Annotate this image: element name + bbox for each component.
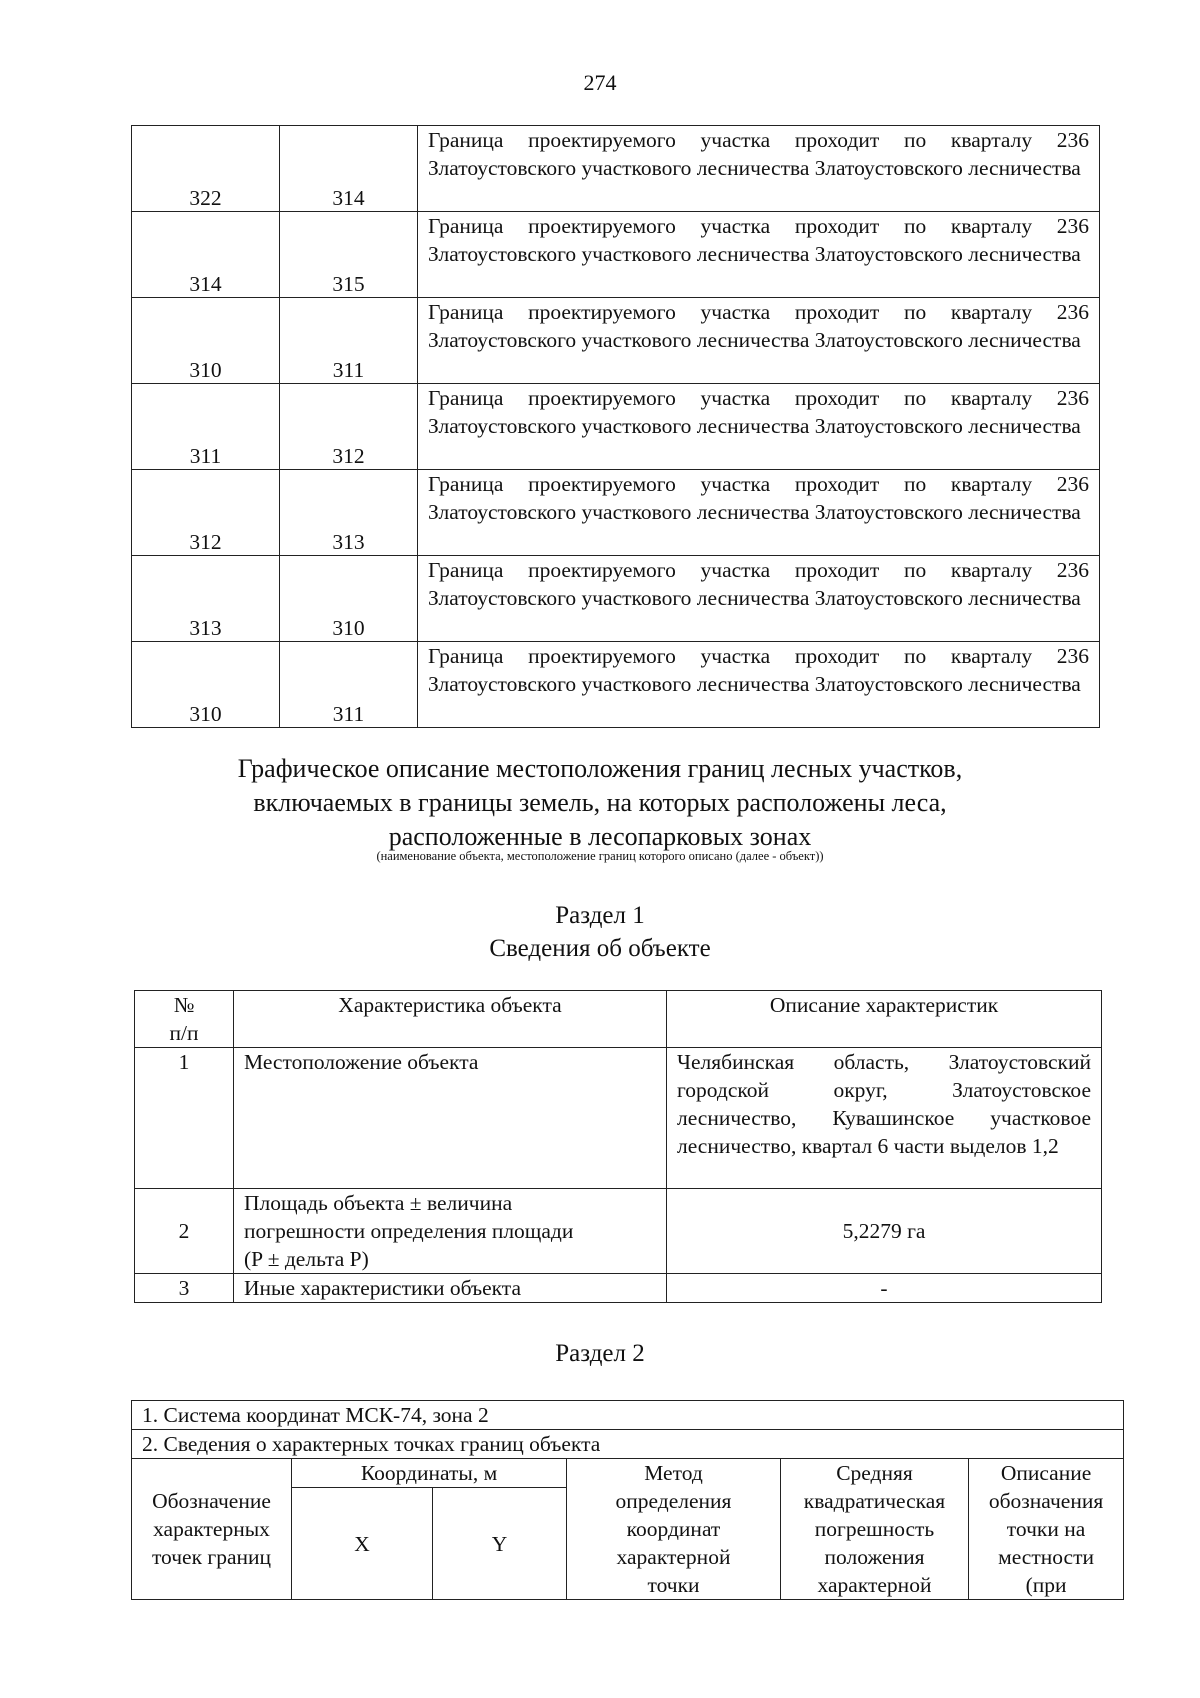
object-info-table xyxy=(134,990,1102,1303)
boundary-description-cell: Граница проектируемого участка проходит по кварталу 236 Златоустовского участкового лесничества Златоустовского лесничества xyxy=(418,384,1100,470)
boundary-description-cell: Граница проектируемого участка проходит по кварталу 236 Златоустовского участкового лесничества Златоустовского лесничества xyxy=(418,298,1100,384)
header-text: № xyxy=(173,993,195,1017)
header-text: точки на xyxy=(1006,1517,1086,1541)
boundary-description-cell: Граница проектируемого участка проходит по кварталу 236 Златоустовского участкового лесничества Златоустовского лесничества xyxy=(418,470,1100,556)
boundary-description-cell: Граница проектируемого участка проходит по кварталу 236 Златоустовского участкового лесничества Златоустовского лесничества xyxy=(418,642,1100,728)
section-label: Раздел 1 xyxy=(555,902,645,929)
designation-header xyxy=(132,1459,292,1600)
header-text: Средняя xyxy=(836,1461,913,1485)
header-text: п/п xyxy=(169,1021,199,1045)
value-cell: 5,2279 га xyxy=(667,1189,1102,1274)
header-text: точек границ xyxy=(151,1545,272,1569)
header-text: Метод xyxy=(644,1461,703,1485)
title-line: расположенные в лесопарковых зонах xyxy=(388,822,812,851)
from-point-cell: 322 xyxy=(132,126,280,212)
section2-title: Раздел 2 xyxy=(555,1340,645,1367)
boundary-table xyxy=(131,125,1100,728)
table-row xyxy=(135,1274,1102,1303)
row-number: 1 xyxy=(135,1048,234,1189)
from-point-cell: 310 xyxy=(132,298,280,384)
graphic-description-title xyxy=(0,752,1200,854)
boundary-description-cell: Граница проектируемого участка проходит по кварталу 236 Златоустовского участкового лесничества Златоустовского лесничества xyxy=(418,556,1100,642)
from-point-cell: 311 xyxy=(132,384,280,470)
row-number: 2 xyxy=(135,1189,234,1274)
to-point-cell: 312 xyxy=(280,384,418,470)
table-row xyxy=(132,1401,1124,1430)
points-info-row: 2. Сведения о характерных точках границ объекта xyxy=(132,1430,1124,1459)
error-header xyxy=(781,1459,969,1600)
cell-line: (P ± дельта P) xyxy=(244,1247,369,1271)
page-number: 274 xyxy=(583,70,617,95)
from-point-cell: 313 xyxy=(132,556,280,642)
table-row xyxy=(132,470,1100,556)
header-text: характерных xyxy=(153,1517,270,1541)
header-text: определения xyxy=(615,1489,732,1513)
header-text: точки xyxy=(647,1573,700,1597)
value-cell: Челябинская область, Златоустовский городской округ, Златоустовское лесничество, Кувашинское участковое лесничество, квартал 6 части выделов 1,2 xyxy=(667,1048,1102,1189)
to-point-cell: 314 xyxy=(280,126,418,212)
to-point-cell: 310 xyxy=(280,556,418,642)
to-point-cell: 311 xyxy=(280,642,418,728)
to-point-cell: 315 xyxy=(280,212,418,298)
num-header xyxy=(135,991,234,1048)
title-line: Графическое описание местоположения границ лесных участков, xyxy=(237,754,963,783)
row-number: 3 xyxy=(135,1274,234,1303)
coordinates-header: Координаты, м xyxy=(292,1459,567,1488)
table-row xyxy=(132,212,1100,298)
object-name-note: (наименование объекта, местоположение границ которого описано (далее - объект)) xyxy=(376,849,824,863)
from-point-cell: 312 xyxy=(132,470,280,556)
characteristic-cell: Иные характеристики объекта xyxy=(234,1274,667,1303)
boundary-table-body xyxy=(132,126,1100,728)
section-subtitle: Сведения об объекте xyxy=(489,935,711,962)
description-header: Описание характеристик xyxy=(667,991,1102,1048)
header-text: квадратическая xyxy=(803,1489,946,1513)
x-header: X xyxy=(292,1488,433,1600)
cell-line: погрешности определения площади xyxy=(244,1219,574,1243)
header-text: координат xyxy=(626,1517,721,1541)
from-point-cell: 310 xyxy=(132,642,280,728)
header-text: характерной xyxy=(616,1545,731,1569)
header-text: Обозначение xyxy=(152,1489,271,1513)
y-header: Y xyxy=(433,1488,567,1600)
header-text: характерной xyxy=(817,1573,932,1597)
to-point-cell: 311 xyxy=(280,298,418,384)
coordinate-system-row: 1. Система координат МСК-74, зона 2 xyxy=(132,1401,1124,1430)
header-text: Описание xyxy=(1000,1461,1092,1485)
table-row xyxy=(132,556,1100,642)
value-cell: - xyxy=(667,1274,1102,1303)
table-header-row xyxy=(132,1459,1124,1488)
table-row xyxy=(135,1048,1102,1189)
table-header-row xyxy=(135,991,1102,1048)
cell-line: Площадь объекта ± величина xyxy=(244,1191,513,1215)
characteristic-cell xyxy=(234,1189,667,1274)
boundary-description-cell: Граница проектируемого участка проходит по кварталу 236 Златоустовского участкового лесничества Златоустовского лесничества xyxy=(418,126,1100,212)
table-row xyxy=(132,1430,1124,1459)
table-row xyxy=(132,642,1100,728)
header-text: положения xyxy=(824,1545,925,1569)
header-text: местности xyxy=(998,1545,1094,1569)
characteristic-cell: Местоположение объекта xyxy=(234,1048,667,1189)
point-description-header xyxy=(969,1459,1124,1600)
title-line: включаемых в границы земель, на которых расположены леса, xyxy=(253,788,947,817)
characteristic-header: Характеристика объекта xyxy=(234,991,667,1048)
table-row xyxy=(132,384,1100,470)
table-row xyxy=(132,126,1100,212)
header-text: обозначения xyxy=(988,1489,1104,1513)
from-point-cell: 314 xyxy=(132,212,280,298)
coordinates-table xyxy=(131,1400,1124,1600)
header-text: погрешность xyxy=(814,1517,935,1541)
table-row xyxy=(135,1189,1102,1274)
to-point-cell: 313 xyxy=(280,470,418,556)
method-header xyxy=(567,1459,781,1600)
table-row xyxy=(132,298,1100,384)
boundary-description-cell: Граница проектируемого участка проходит по кварталу 236 Златоустовского участкового лесничества Златоустовского лесничества xyxy=(418,212,1100,298)
section1-title xyxy=(0,899,1200,965)
header-text: (при xyxy=(1025,1573,1067,1597)
